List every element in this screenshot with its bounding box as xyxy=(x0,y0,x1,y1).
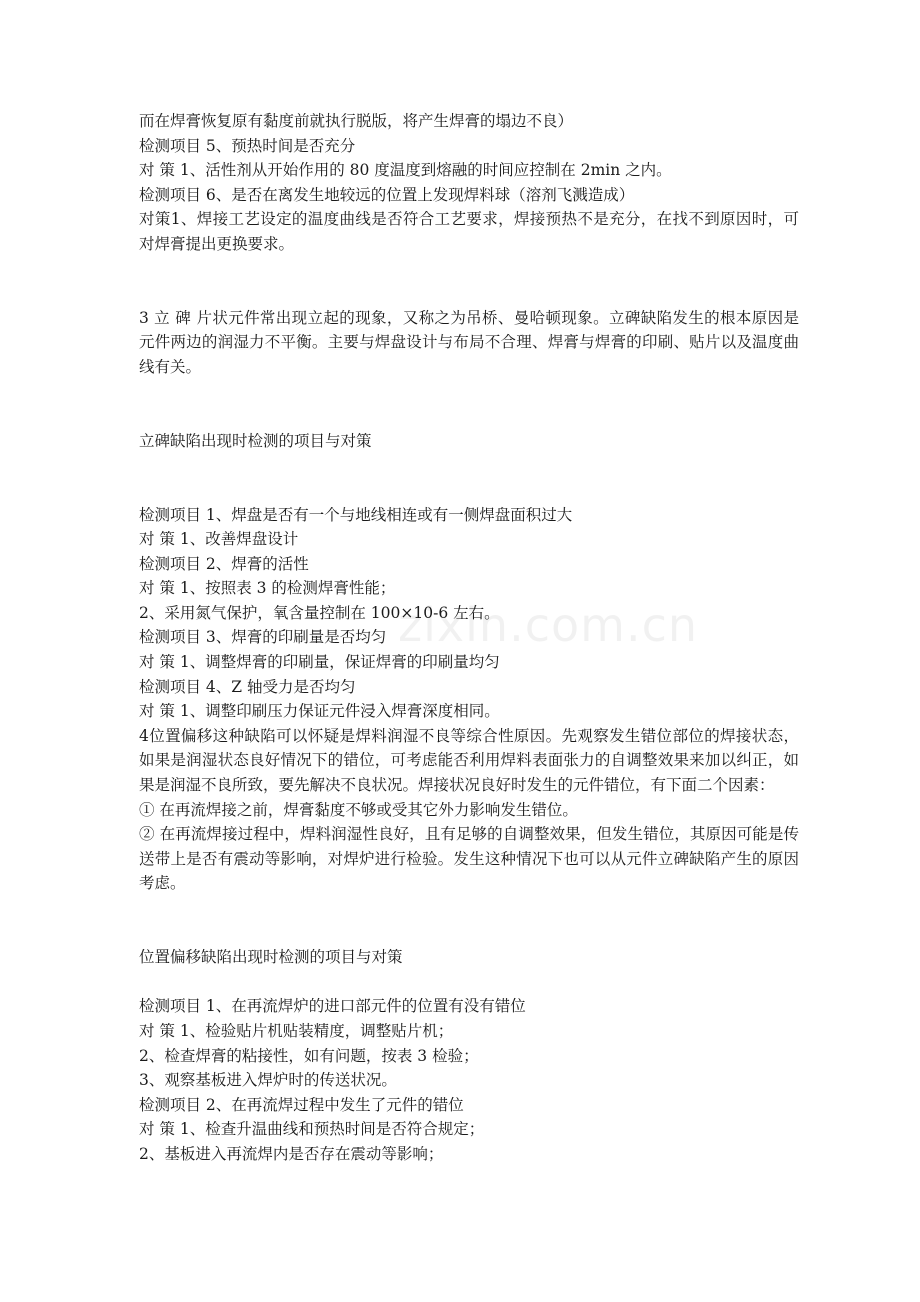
countermeasure: 2、采用氮气保护，氧含量控制在 100×10-6 左右。 xyxy=(139,603,500,622)
countermeasure: 对 策 1、调整焊膏的印刷量，保证焊膏的印刷量均匀 xyxy=(139,653,500,672)
document-body xyxy=(139,109,799,1167)
tombstone-intro-paragraph: 3 立 碑 片状元件常出现立起的现象，又称之为吊桥、曼哈顿现象。立碑缺陷发生的根本原因是元件两边的润湿力不平衡。主要与焊盘设计与布局不合理、焊膏与焊膏的印刷、贴片以及温度曲线有关。 xyxy=(139,308,799,376)
countermeasure: 对 策 1、改善焊盘设计 xyxy=(139,530,299,549)
check-item: 检测项目 2、焊膏的活性 xyxy=(139,554,309,573)
countermeasure: 2、检查焊膏的粘接性，如有问题，按表 3 检验； xyxy=(139,1046,479,1065)
offset-intro-paragraph: 4位置偏移这种缺陷可以怀疑是焊料润湿不良等综合性原因。先观察发生错位部位的焊接状态，如果是润湿状态良好情况下的错位，可考虑能否利用焊料表面张力的自调整效果来加以纠正，如果是润湿不良所致，要先解决不良状况。焊接状况良好时发生的元件错位，有下面二个因素： xyxy=(139,726,799,795)
check-item-6: 检测项目 6、是否在离发生地较远的位置上发现焊料球（溶剂飞溅造成） xyxy=(139,185,635,204)
offset-heading: 位置偏移缺陷出现时检测的项目与对策 xyxy=(139,948,403,967)
countermeasure: 2、基板进入再流焊内是否存在震动等影响； xyxy=(139,1144,444,1163)
check-item-5: 检测项目 5、预热时间是否充分 xyxy=(139,136,356,155)
section-tombstone-checks xyxy=(139,503,799,724)
offset-factor-1: ① 在再流焊接之前，焊膏黏度不够或受其它外力影响发生错位。 xyxy=(139,800,578,819)
section-solder-ball-checks xyxy=(139,109,799,257)
check-item: 检测项目 4、Z 轴受力是否均匀 xyxy=(139,677,356,696)
check-item: 检测项目 2、在再流焊过程中发生了元件的错位 xyxy=(139,1095,464,1114)
text-line: 而在焊膏恢复原有黏度前就执行脱版，将产生焊膏的塌边不良） xyxy=(139,112,574,130)
countermeasure-5: 对 策 1、活性剂从开始作用的 80 度温度到熔融的时间应控制在 2min 之内。 xyxy=(139,161,672,180)
tombstone-heading: 立碑缺陷出现时检测的项目与对策 xyxy=(139,431,372,450)
check-item: 检测项目 3、焊膏的印刷量是否均匀 xyxy=(139,628,387,647)
countermeasure: 对 策 1、检验贴片机贴装精度，调整贴片机； xyxy=(139,1021,454,1040)
check-item: 检测项目 1、在再流焊炉的进口部元件的位置有没有错位 xyxy=(139,997,526,1016)
countermeasure: 3、观察基板进入焊炉时的传送状况。 xyxy=(139,1071,397,1090)
section-offset-checks xyxy=(139,994,799,1166)
countermeasure-6: 对策1、焊接工艺设定的温度曲线是否符合工艺要求，焊接预热不是充分，在找不到原因时，可对焊膏提出更换要求。 xyxy=(139,210,799,253)
countermeasure: 对 策 1、检查升温曲线和预热时间是否符合规定； xyxy=(139,1120,485,1139)
offset-factor-2: ② 在再流焊接过程中，焊料润湿性良好，且有足够的自调整效果，但发生错位，其原因可能是传送带上是否有震动等影响，对焊炉进行检验。发生这种情况下也可以从元件立碑缺陷产生的原因考虑。 xyxy=(139,825,799,893)
countermeasure: 对 策 1、调整印刷压力保证元件浸入焊膏深度相同。 xyxy=(139,702,500,721)
countermeasure: 对 策 1、按照表 3 的检测焊膏性能； xyxy=(139,579,396,598)
watermark: zixin.com.cn xyxy=(398,598,699,652)
check-item: 检测项目 1、焊盘是否有一个与地线相连或有一侧焊盘面积过大 xyxy=(139,505,573,524)
